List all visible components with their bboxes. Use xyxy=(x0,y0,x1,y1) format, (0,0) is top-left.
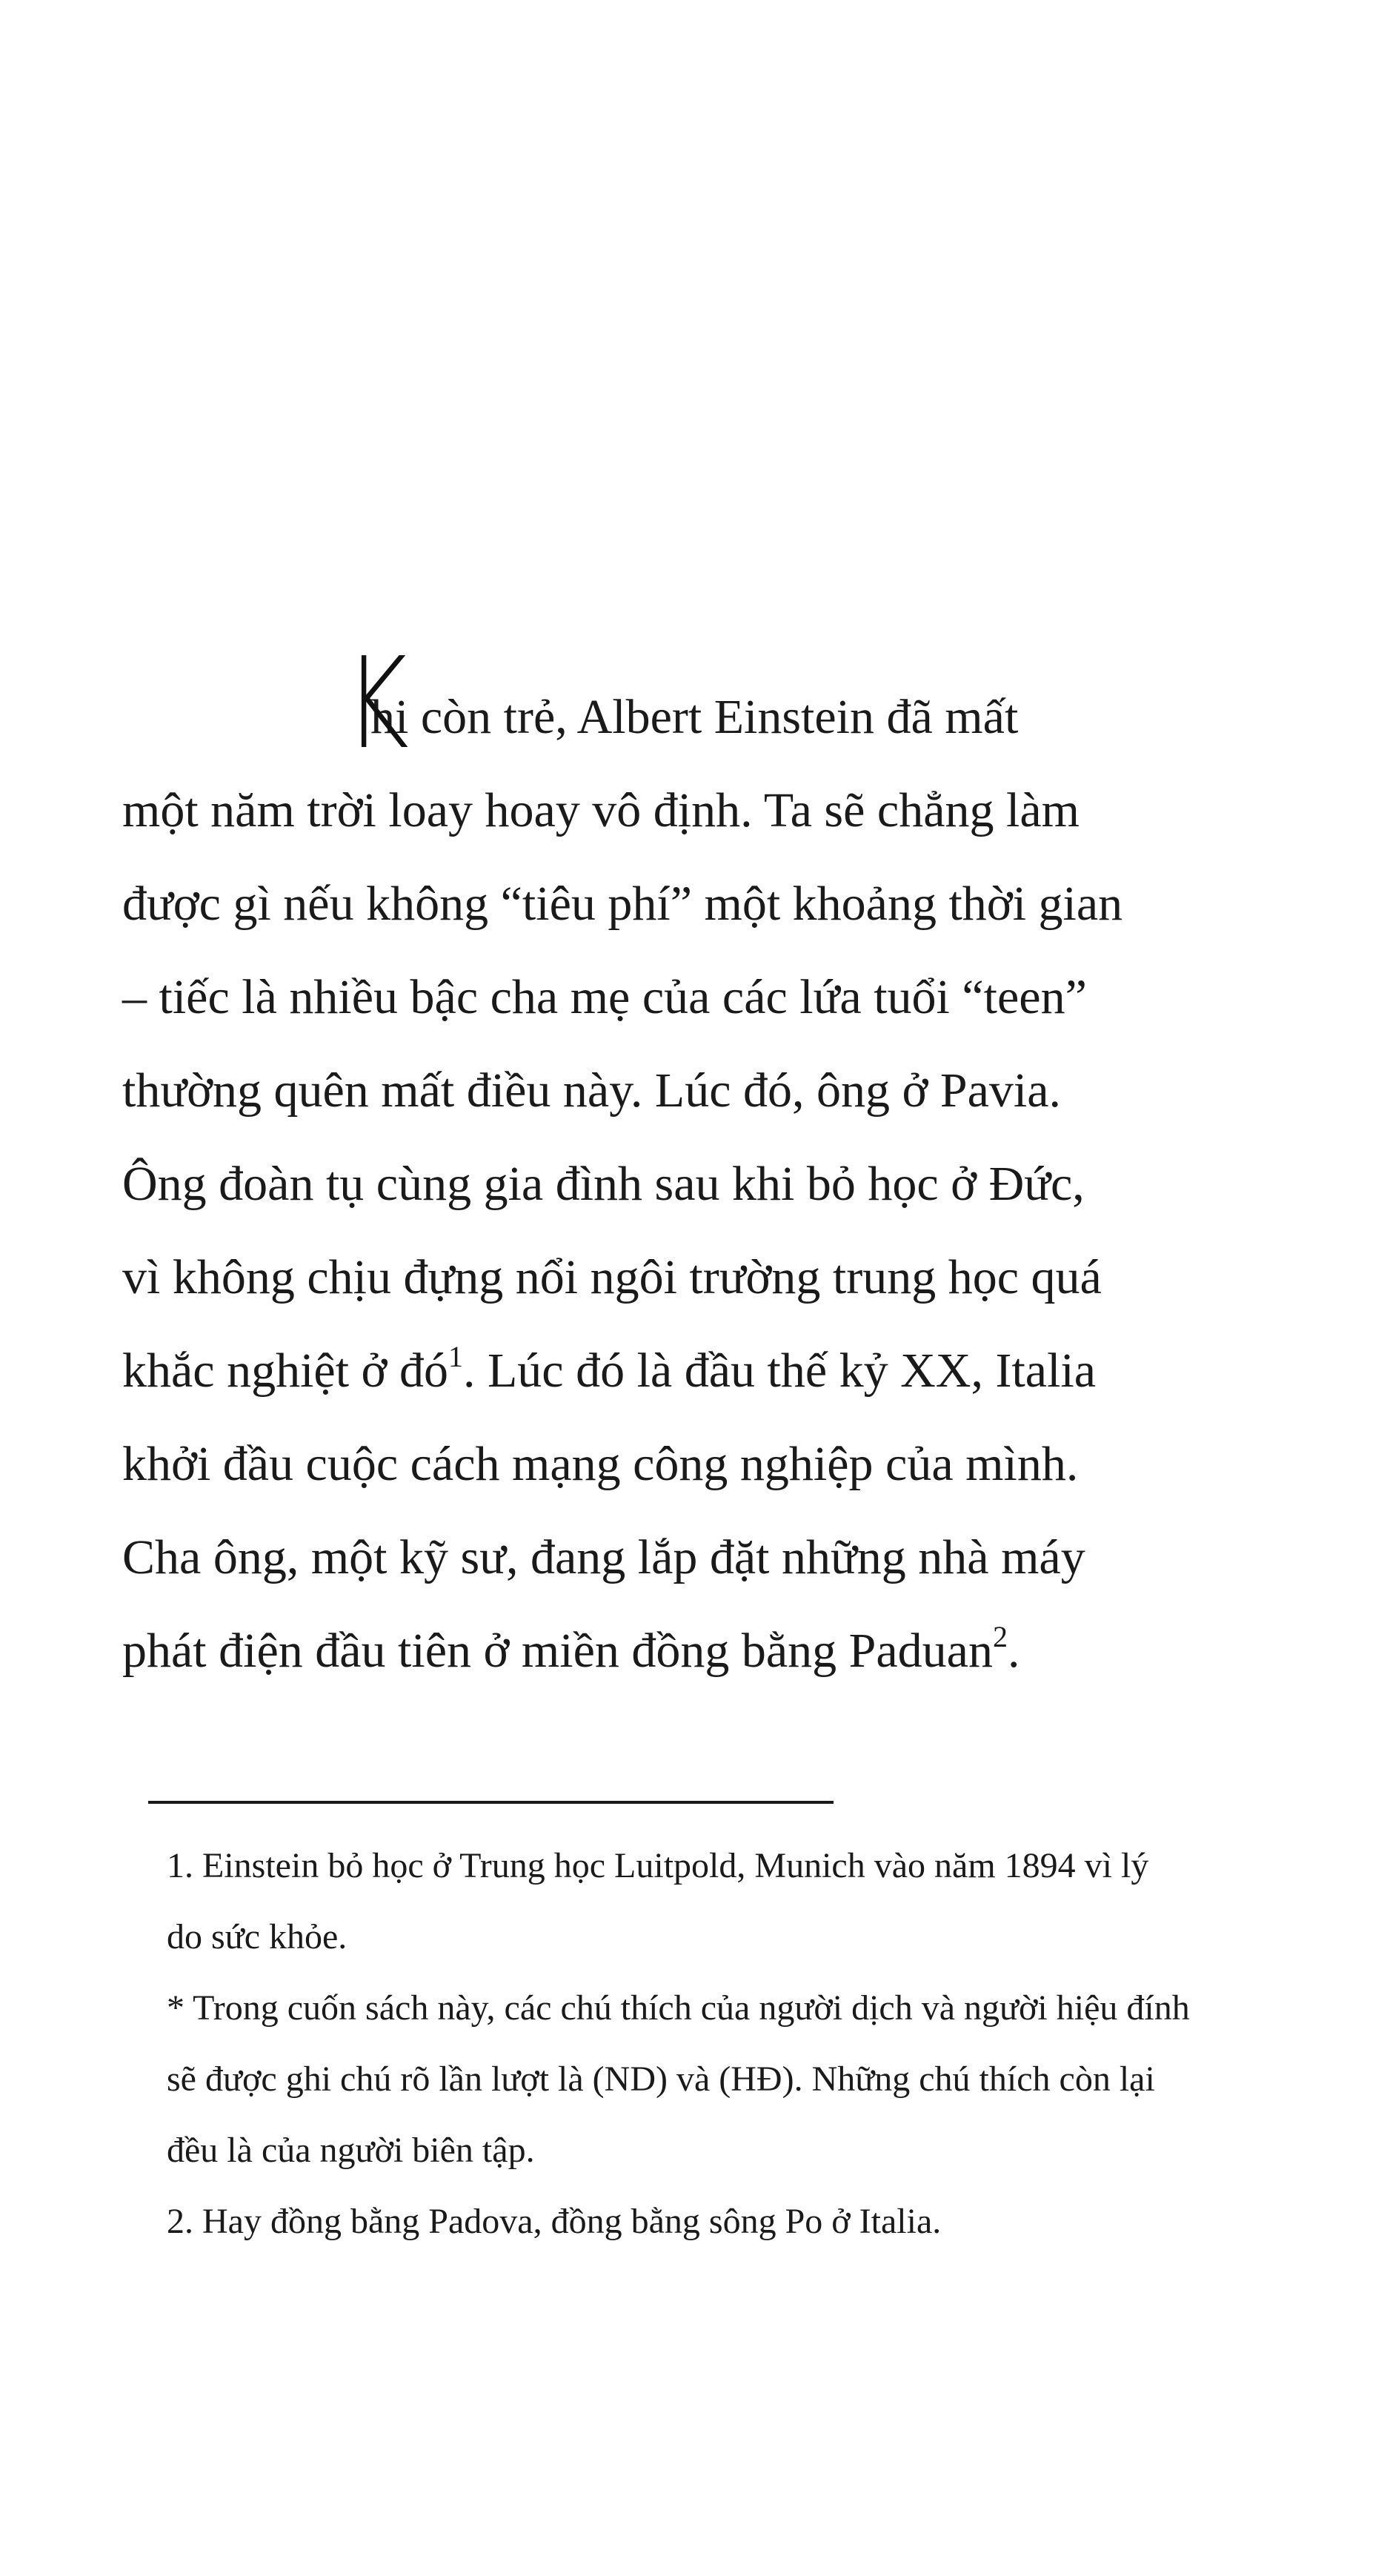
paragraph-line-6: Ông đoàn tụ cùng gia đình sau khi bỏ học ở Đức, xyxy=(122,1157,1085,1211)
body-paragraph xyxy=(122,631,1278,1698)
footnote-1-line-1: 1. Einstein bỏ học ở Trung học Luitpold, Munich vào năm 1894 vì lý xyxy=(167,1846,1149,1885)
paragraph-line-9: khởi đầu cuộc cách mạng công nghiệp của mình. xyxy=(122,1437,1079,1491)
paragraph-line-10: Cha ông, một kỹ sư, đang lắp đặt những nhà máy xyxy=(122,1530,1085,1584)
footnote-star-line-3: đều là của người biên tập. xyxy=(167,2131,535,2170)
paragraph-line-1-text: hi còn trẻ, Albert Einstein đã mất xyxy=(370,690,1019,744)
paragraph-line-8 xyxy=(122,1324,1278,1418)
paragraph-line-3: được gì nếu không “tiêu phí” một khoảng thời gian xyxy=(122,877,1123,931)
paragraph-line-11 xyxy=(122,1604,1278,1698)
paragraph-line-8-end: . Lúc đó là đầu thế kỷ XX, Italia xyxy=(462,1344,1097,1398)
paragraph-line-4: – tiếc là nhiều bậc cha mẹ của các lứa tuổi “teen” xyxy=(122,970,1087,1024)
paragraph-line-1 xyxy=(122,631,1278,777)
footnote-ref-2: 2 xyxy=(992,1620,1008,1653)
final-period: . xyxy=(1007,1624,1020,1678)
footnote-ref-1: 1 xyxy=(448,1340,463,1373)
paragraph-line-2: một năm trời loay hoay vô định. Ta sẽ chẳng làm xyxy=(122,783,1080,837)
footnote-1-line-2: do sức khỏe. xyxy=(167,1917,347,1956)
paragraph-line-5: thường quên mất điều này. Lúc đó, ông ở Pavia. xyxy=(122,1063,1062,1118)
drop-cap: K xyxy=(345,631,409,777)
footnote-divider xyxy=(148,1801,834,1804)
footnotes xyxy=(167,1830,1352,2257)
footnote-2: 2. Hay đồng bằng Padova, đồng bằng sông Po ở Italia. xyxy=(167,2202,942,2241)
paragraph-line-7: vì không chịu đựng nổi ngôi trường trung học quá xyxy=(122,1250,1102,1304)
footnote-star-line-1: * Trong cuốn sách này, các chú thích của người dịch và người hiệu đính xyxy=(167,1988,1190,2028)
footnote-star-line-2: sẽ được ghi chú rõ lần lượt là (ND) và (HĐ). Những chú thích còn lại xyxy=(167,2059,1155,2099)
paragraph-line-11-text: phát điện đầu tiên ở miền đồng bằng Paduan xyxy=(122,1624,993,1678)
paragraph-line-8-start: khắc nghiệt ở đó xyxy=(122,1344,448,1398)
